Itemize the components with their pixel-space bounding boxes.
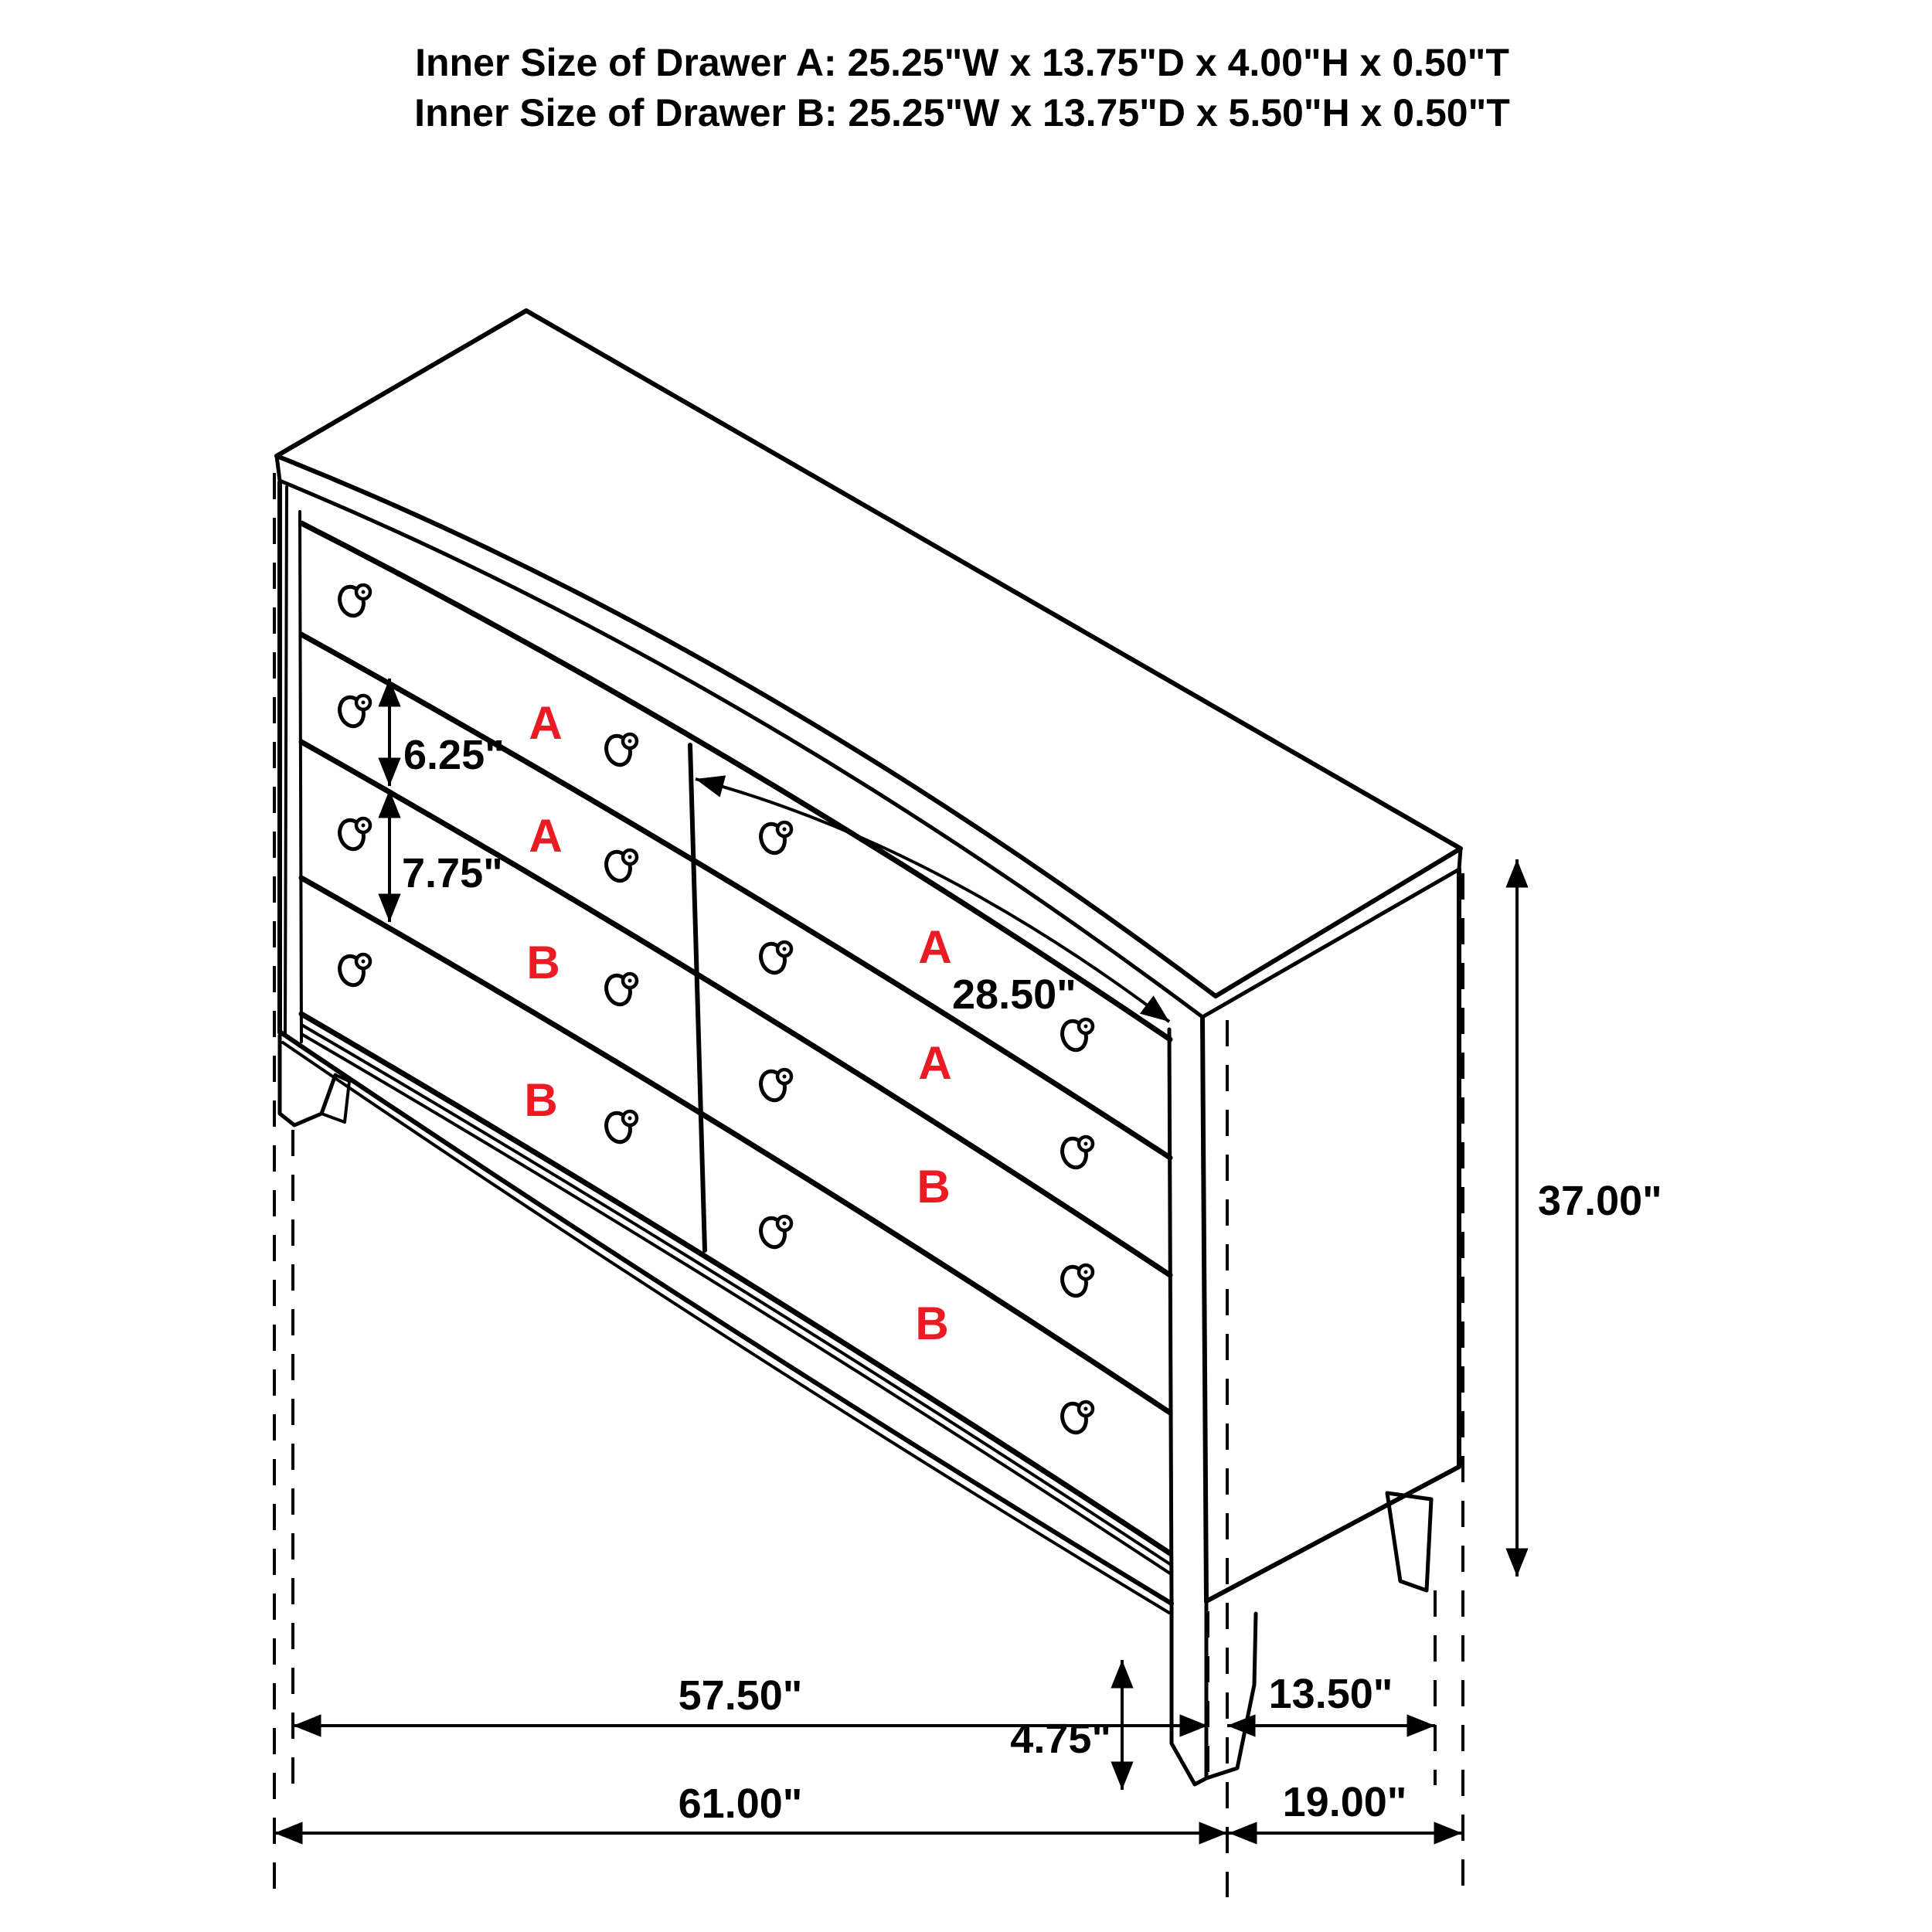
drawer-knob xyxy=(603,972,637,1007)
drawer-knob xyxy=(757,940,791,975)
drawer-knob xyxy=(1059,1018,1093,1053)
dimension-label-total-height: 37.00" xyxy=(1538,1178,1662,1224)
dimension-label-side-leg-span: 13.50" xyxy=(1268,1671,1393,1717)
drawer-knob xyxy=(603,733,637,767)
title-line-2: Inner Size of Drawer B: 25.25"W x 13.75"D x 5.50"H x 0.50"T xyxy=(414,91,1510,134)
drawer-knob xyxy=(757,821,791,855)
dimension-arrow-half-width xyxy=(696,779,1169,1022)
drawer-knob xyxy=(603,849,637,883)
right-corner-edge-inner xyxy=(1169,1029,1172,1601)
drawer-row-top-edge xyxy=(301,523,1170,1039)
dimension-label-drawer-b-height: 7.75" xyxy=(402,850,503,896)
drawer-label-right-1: A xyxy=(918,921,952,973)
dresser-drawing xyxy=(277,311,1461,1784)
right-corner-edge-outer xyxy=(1202,1019,1206,1601)
dimension-label-leg-height: 4.75" xyxy=(1010,1716,1111,1762)
drawer-knob xyxy=(603,1110,637,1145)
left-corner-edge-inner xyxy=(285,487,287,1034)
front-right-leg-side xyxy=(1206,1614,1256,1778)
drawer-knob xyxy=(1059,1400,1093,1435)
dimension-label-drawer-a-height: 6.25" xyxy=(403,732,505,778)
center-divider xyxy=(690,745,705,1250)
drawer-knob xyxy=(336,583,370,618)
rear-right-leg xyxy=(1387,1493,1431,1590)
right-side-bottom-edge xyxy=(1206,1467,1459,1601)
drawer-label-right-2: A xyxy=(918,1037,952,1089)
drawer-knob xyxy=(757,1068,791,1103)
drawer-label-left-1: A xyxy=(529,697,563,749)
drawer-knob xyxy=(757,1215,791,1250)
dimension-label-total-depth: 19.00" xyxy=(1282,1779,1407,1825)
drawer-label-left-3: B xyxy=(526,937,560,988)
left-stile-inner-edge xyxy=(300,512,301,1042)
drawer-label-right-3: B xyxy=(917,1161,951,1213)
drawer-label-left-2: A xyxy=(529,810,563,862)
drawer-row-bottom-edge xyxy=(301,1014,1170,1553)
drawer-knob xyxy=(1059,1264,1093,1298)
front-right-leg xyxy=(1172,1601,1206,1784)
drawer-label-left-4: B xyxy=(524,1074,558,1126)
bottom-rail-line-2 xyxy=(301,1034,1170,1573)
drawer-knob xyxy=(1059,1135,1093,1170)
drawer-knob xyxy=(336,817,370,852)
drawer-label-right-4: B xyxy=(915,1298,949,1349)
dimension-label-front-leg-span: 57.50" xyxy=(678,1672,803,1719)
dimension-label-half-width: 28.50" xyxy=(952,971,1077,1018)
drawer-knob xyxy=(336,694,370,729)
title-block xyxy=(414,41,1510,134)
dimension-label-total-width: 61.00" xyxy=(678,1781,803,1827)
title-line-1: Inner Size of Drawer A: 25.25"W x 13.75"D x 4.00"H x 0.50"T xyxy=(415,41,1509,84)
case-bottom-edge xyxy=(280,1032,1172,1604)
drawer-knob xyxy=(336,953,370,988)
